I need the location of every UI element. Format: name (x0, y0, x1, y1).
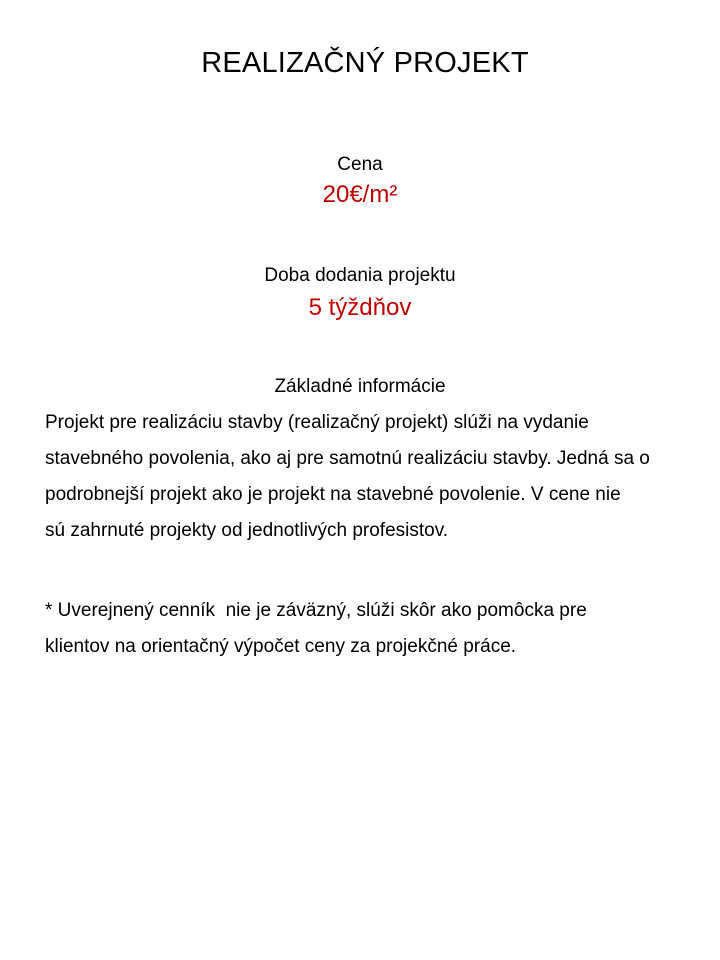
info-line: stavebného povolenia, ako aj pre samotnú realizáciu stavby. Jedná sa o (45, 448, 650, 469)
delivery-label: Doba dodania projektu (264, 265, 456, 286)
info-line: podrobnejší projekt ako je projekt na stavebné povolenie. V cene nie (45, 484, 621, 505)
page-title: REALIZAČNÝ PROJEKT (201, 47, 529, 79)
info-line: sú zahrnuté projekty od jednotlivých profesistov. (45, 520, 449, 541)
info-paragraph (45, 405, 695, 549)
delivery-value: 5 týždňov (308, 294, 412, 321)
pricing-note (45, 593, 695, 665)
price-value: 20€/m² (322, 181, 398, 208)
price-label: Cena (337, 154, 383, 175)
info-heading: Základné informácie (274, 376, 446, 397)
note-line: klientov na orientačný výpočet ceny za projekčné práce. (45, 636, 517, 657)
note-line: * Uverejnený cenník nie je záväzný, slúži skôr ako pomôcka pre (45, 600, 587, 621)
info-line: Projekt pre realizáciu stavby (realizačný projekt) slúži na vydanie (45, 412, 589, 433)
